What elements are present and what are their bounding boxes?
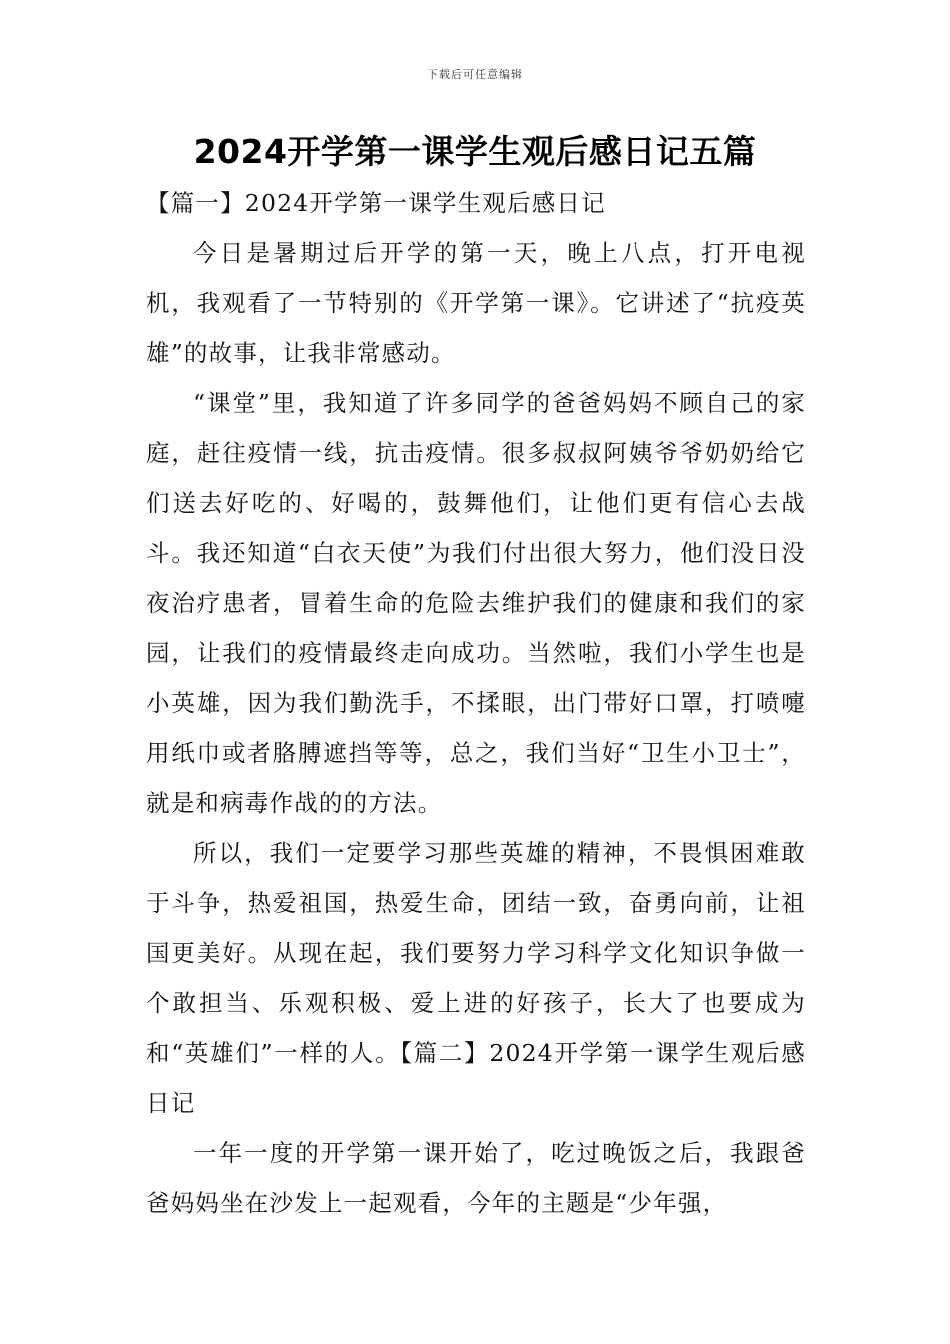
document-title: 2024开学第一课学生观后感日记五篇 bbox=[193, 132, 757, 171]
page-header-note: 下载后可任意编辑 bbox=[427, 68, 523, 81]
paragraph: 今日是暑期过后开学的第一天，晚上八点，打开电视机，我观看了一节特别的《开学第一课》。它讲述了“抗疫英雄”的故事，让我非常感动。 bbox=[146, 239, 806, 367]
paragraph: “课堂”里，我知道了许多同学的爸爸妈妈不顾自己的家庭，赶往疫情一线，抗击疫情。很多叔叔阿姨爷爷奶奶给它们送去好吃的、好喝的，鼓舞他们，让他们更有信心去战斗。我还知道“白衣天使”为我们付出很大努力，他们没日没夜治疗患者，冒着生命的危险去维护我们的健康和我们的家园，让我们的疫情最终走向成功。当然啦，我们小学生也是小英雄，因为我们勤洗手，不揉眼，出门带好口罩，打喷嚏用纸巾或者胳膊遮挡等等，总之，我们当好“卫生小卫士”，就是和病毒作战的的方法。 bbox=[146, 389, 806, 817]
paragraph: 一年一度的开学第一课开始了，吃过晚饭之后，我跟爸爸妈妈坐在沙发上一起观看，今年的主题是“少年强， bbox=[146, 1139, 806, 1217]
paragraph: 所以，我们一定要学习那些英雄的精神，不畏惧困难敢于斗争，热爱祖国，热爱生命，团结一致，奋勇向前，让祖国更美好。从现在起，我们要努力学习科学文化知识争做一个敢担当、乐观积极、爱上进的好孩子，长大了也要成为和“英雄们”一样的人。【篇二】2024开学第一课学生观后感日记 bbox=[146, 839, 806, 1117]
section-heading: 【篇一】2024开学第一课学生观后感日记 bbox=[146, 189, 606, 217]
document-body bbox=[146, 178, 806, 1228]
